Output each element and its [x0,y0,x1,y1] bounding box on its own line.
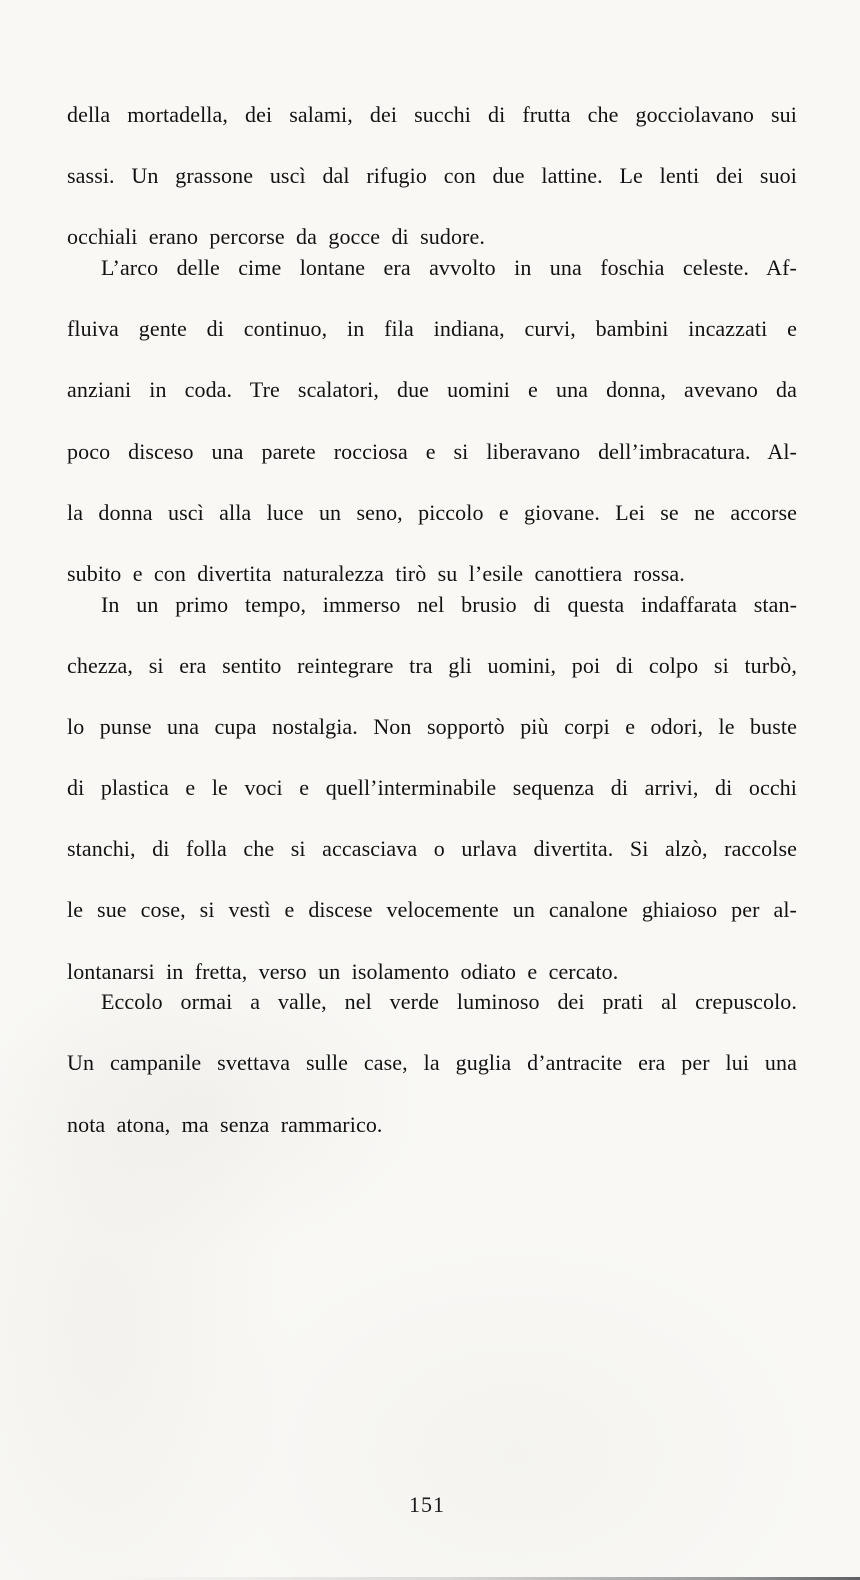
text-line: poco disceso una parete rocciosa e si liberavano dell’imbracatura. Al- [67,438,797,464]
text-line: Eccolo ormai a valle, nel verde luminoso dei prati al crepuscolo. [101,989,797,1015]
text-line: L’arco delle cime lontane era avvolto in una foschia celeste. Af- [101,254,797,280]
text-line: subito e con divertita naturalezza tirò su l’esile canottiera rossa. [67,560,685,586]
text-line: sassi. Un grassone uscì dal rifugio con due lattine. Le lenti dei suoi [67,163,797,189]
text-line: stanchi, di folla che si accasciava o urlava divertita. Si alzò, raccolse [67,836,797,862]
text-line: nota atona, ma senza rammarico. [67,1111,383,1137]
text-block [67,100,797,1140]
text-line: della mortadella, dei salami, dei succhi di frutta che gocciolavano sui [67,102,797,127]
text-line: occhiali erano percorse da gocce di sudore. [67,224,485,250]
text-line: lontanarsi in fretta, verso un isolamento odiato e cercato. [67,958,619,984]
text-line: anziani in coda. Tre scalatori, due uomini e una donna, avevano da [67,377,797,403]
text-line: fluiva gente di continuo, in fila indiana, curvi, bambini incazzati e [67,316,797,342]
text-line: le sue cose, si vestì e discese velocemente un canalone ghiaioso per al- [67,897,797,923]
text-line: chezza, si era sentito reintegrare tra gli uomini, poi di colpo si turbò, [67,652,797,678]
text-line: la donna uscì alla luce un seno, piccolo e giovane. Lei se ne accorse [67,499,797,525]
page-number: 151 [409,1492,445,1517]
text-line: di plastica e le voci e quell’interminabile sequenza di arrivi, di occhi [67,775,797,801]
text-line: Un campanile svettava sulle case, la guglia d’antracite era per lui una [67,1050,797,1076]
text-line: In un primo tempo, immerso nel brusio di questa indaffarata stan- [101,591,797,617]
text-line: lo punse una cupa nostalgia. Non sopportò più corpi e odori, le buste [67,713,797,739]
